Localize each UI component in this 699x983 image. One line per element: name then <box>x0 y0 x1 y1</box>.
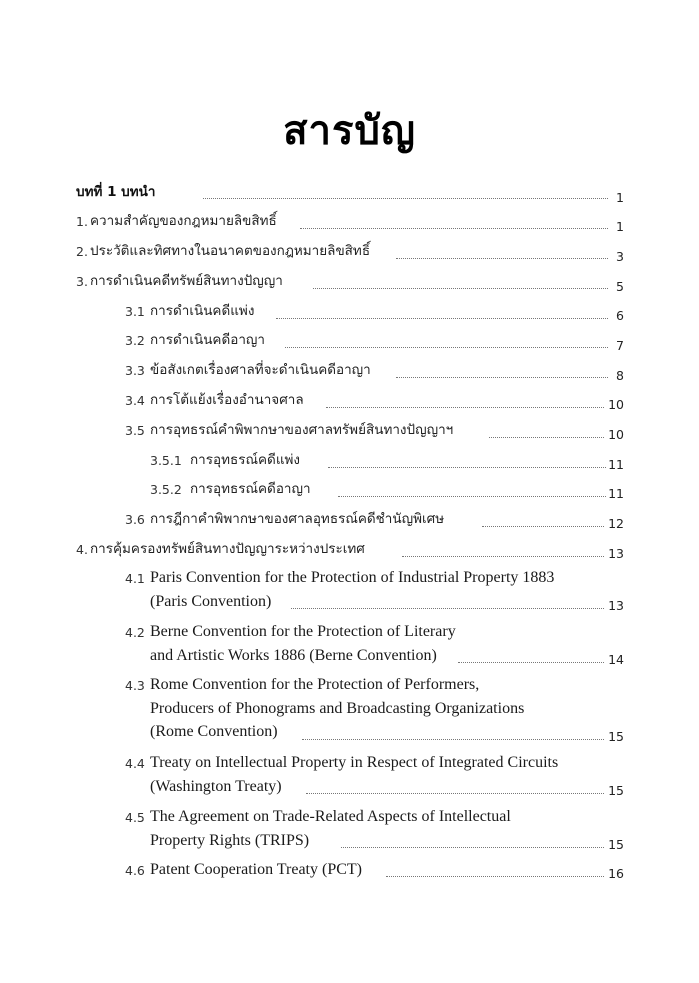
dot-leader <box>402 556 604 557</box>
toc-page-number: 13 <box>608 546 624 561</box>
toc-page-number: 11 <box>608 457 624 472</box>
toc-entry-number: 4.4 <box>125 756 145 771</box>
dot-leader <box>276 318 608 319</box>
dot-leader <box>306 793 604 794</box>
toc-page-number: 5 <box>616 279 624 294</box>
toc-page-number: 16 <box>608 866 624 881</box>
toc-entry-number: 3.5.1 <box>150 453 182 468</box>
toc-page-number: 15 <box>608 783 624 798</box>
dot-leader <box>396 258 608 259</box>
toc-entry-label: การดำเนินคดีทรัพย์สินทางปัญญา <box>90 273 283 289</box>
toc-entry-label: ความสำคัญของกฎหมายลิขสิทธิ์ <box>90 213 277 229</box>
toc-entry-label: การฎีกาคำพิพากษาของศาลอุทธรณ์คดีชำนัญพิเศษ <box>150 511 445 527</box>
toc-entry-label: การโต้แย้งเรื่องอำนาจศาล <box>150 392 304 408</box>
toc-entry-number: 3.6 <box>125 512 145 527</box>
toc-page-number: 13 <box>608 598 624 613</box>
dot-leader <box>396 377 608 378</box>
toc-entry-number: 4.3 <box>125 678 145 693</box>
dot-leader <box>326 407 604 408</box>
dot-leader <box>203 198 608 199</box>
toc-entry-label-line-2: Producers of Phonograms and Broadcasting Organizations <box>150 700 525 717</box>
toc-entry-label-line-2: (Paris Convention) <box>150 593 272 610</box>
toc-page-number: 6 <box>616 308 624 323</box>
toc-entry-number: 3.4 <box>125 393 145 408</box>
toc-entry-label: บทที่ 1 บทนำ <box>76 184 156 200</box>
toc-entry-label-line-1: The Agreement on Trade-Related Aspects of Intellectual <box>150 808 511 825</box>
toc-page-number: 10 <box>608 427 624 442</box>
toc-entry-label: การอุทธรณ์คดีแพ่ง <box>190 452 301 468</box>
toc-page-number: 7 <box>616 338 624 353</box>
toc-entry-label-line-2: (Washington Treaty) <box>150 778 282 795</box>
dot-leader <box>328 467 606 468</box>
dot-leader <box>291 608 604 609</box>
toc-entry-label-line-2: and Artistic Works 1886 (Berne Convention) <box>150 647 437 664</box>
page-title: สารบัญ <box>283 107 416 154</box>
toc-page-number: 12 <box>608 516 624 531</box>
toc-entry-label-line-3: (Rome Convention) <box>150 723 278 740</box>
toc-entry-label-line-1: Patent Cooperation Treaty (PCT) <box>150 861 362 878</box>
toc-page-number: 14 <box>608 652 624 667</box>
dot-leader <box>285 347 608 348</box>
toc-page-number: 15 <box>608 729 624 744</box>
dot-leader <box>386 876 604 877</box>
dot-leader <box>302 739 604 740</box>
toc-entry-number: 4.1 <box>125 571 145 586</box>
toc-entry-label: ข้อสังเกตเรื่องศาลที่จะดำเนินคดีอาญา <box>150 362 371 378</box>
toc-entry-number: 1. <box>76 214 88 229</box>
toc-entry-label: การดำเนินคดีอาญา <box>150 332 265 348</box>
toc-entry-number: 3.2 <box>125 333 145 348</box>
toc-entry-label: การคุ้มครองทรัพย์สินทางปัญญาระหว่างประเทศ <box>90 541 365 557</box>
toc-page-number: 11 <box>608 486 624 501</box>
toc-page-number: 3 <box>616 249 624 264</box>
toc-entry-number: 3.5 <box>125 423 145 438</box>
dot-leader <box>313 288 608 289</box>
toc-page-number: 1 <box>616 190 624 205</box>
toc-entry-label-line-1: Berne Convention for the Protection of Literary <box>150 623 456 640</box>
toc-entry-number: 2. <box>76 244 88 259</box>
toc-page-number: 15 <box>608 837 624 852</box>
toc-entry-number: 4. <box>76 542 88 557</box>
dot-leader <box>341 847 604 848</box>
toc-entry-number: 3.3 <box>125 363 145 378</box>
toc-entry-label-line-1: Rome Convention for the Protection of Performers, <box>150 676 480 693</box>
toc-entry-label: การดำเนินคดีแพ่ง <box>150 303 255 319</box>
dot-leader <box>300 228 608 229</box>
dot-leader <box>458 662 604 663</box>
toc-entry-label-line-2: Property Rights (TRIPS) <box>150 832 310 849</box>
dot-leader <box>489 437 604 438</box>
dot-leader <box>482 526 604 527</box>
toc-entry-number: 3.1 <box>125 304 145 319</box>
toc-page-number: 1 <box>616 219 624 234</box>
dot-leader <box>338 496 606 497</box>
toc-entry-label: การอุทธรณ์คำพิพากษาของศาลทรัพย์สินทางปัญญาฯ <box>150 422 454 438</box>
toc-entry-number: 4.6 <box>125 863 145 878</box>
toc-entry-number: 4.2 <box>125 625 145 640</box>
toc-page-number: 8 <box>616 368 624 383</box>
toc-entry-number: 3.5.2 <box>150 482 182 497</box>
toc-entry-number: 3. <box>76 274 88 289</box>
toc-entry-label-line-1: Paris Convention for the Protection of Industrial Property 1883 <box>150 569 555 586</box>
toc-entry-label: ประวัติและทิศทางในอนาคตของกฎหมายลิขสิทธิ์ <box>90 243 371 259</box>
toc-page-number: 10 <box>608 397 624 412</box>
toc-entry-number: 4.5 <box>125 810 145 825</box>
toc-entry-label-line-1: Treaty on Intellectual Property in Respect of Integrated Circuits <box>150 754 559 771</box>
toc-entry-label: การอุทธรณ์คดีอาญา <box>190 481 311 497</box>
